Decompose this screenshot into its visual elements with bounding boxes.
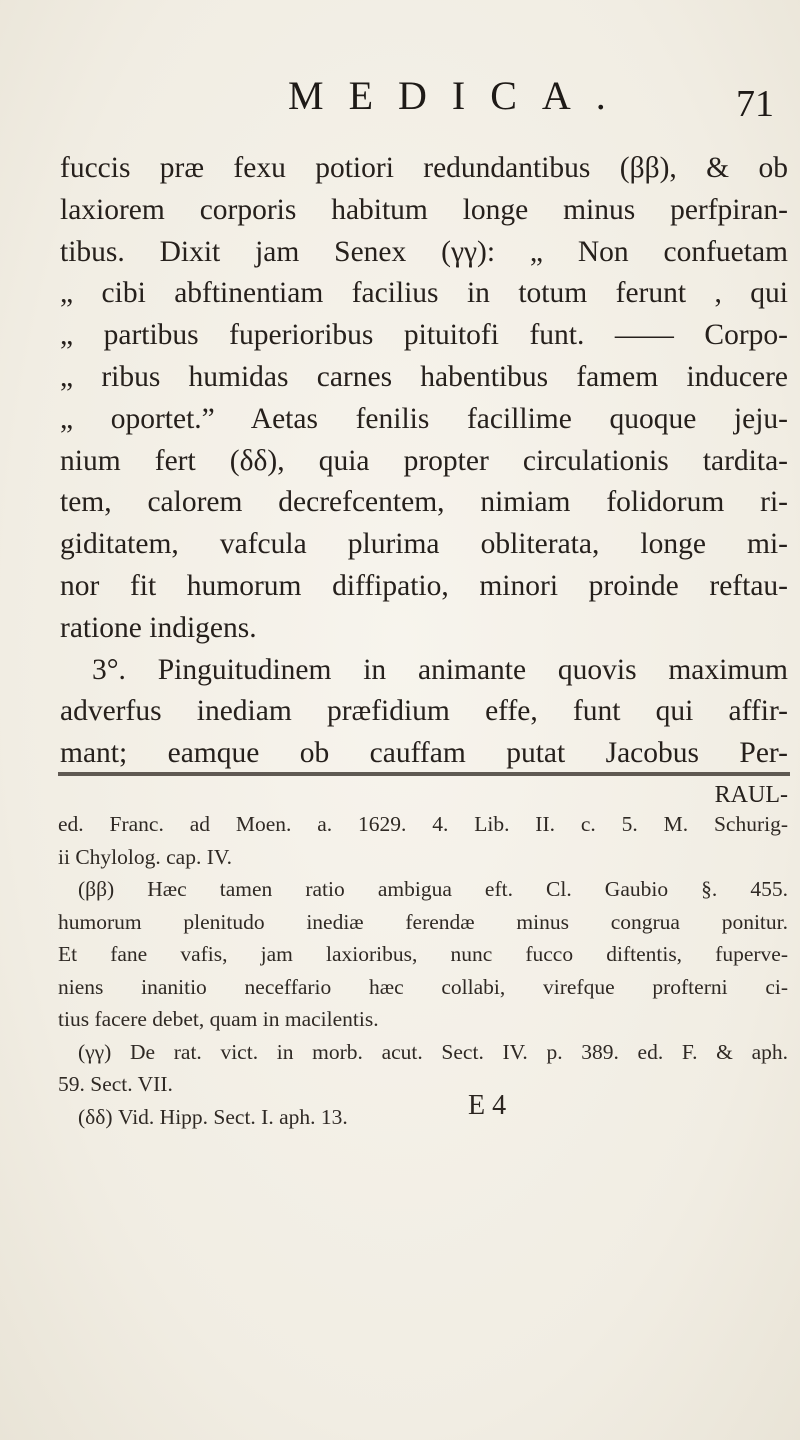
catchword: RAUL- [714, 781, 788, 808]
text-line: 3°. Pinguitudinem in animante quovis maximum [92, 653, 788, 686]
footnote-line: niens inanitio neceffario hæc collabi, virefque profterni ci- [58, 974, 788, 999]
text-line: nium fert (δδ), quia propter circulationis tardita- [60, 444, 788, 477]
footnote-line: 59. Sect. VII. [58, 1072, 173, 1096]
footnote-rule [58, 772, 790, 776]
text-line: „ cibi abftinentiam facilius in totum ferunt , qui [60, 277, 788, 310]
footnote-line: Et fane vafis, jam laxioribus, nunc fucco diftentis, fuperve- [58, 942, 788, 966]
text-line: mant; eamque ob cauffam putat Jacobus Per- [60, 737, 788, 770]
text-line: fuccis præ fexu potiori redundantibus (ββ), & ob [60, 152, 788, 184]
page-number: 71 [736, 83, 774, 125]
footnote-line: (γγ) De rat. vict. in morb. acut. Sect. IV. p. 389. ed. F. & aph. [78, 1039, 788, 1064]
main-text [60, 148, 788, 817]
footnote-line: ii Chylolog. cap. IV. [58, 844, 232, 869]
text-line: ratione indigens. [60, 611, 257, 644]
signature-mark: E 4 [468, 1090, 507, 1121]
text-line: „ partibus fuperioribus pituitofi funt. —— Corpo- [60, 319, 788, 352]
text-line: laxiorem corporis habitum longe minus perfpiran- [60, 193, 788, 226]
text-line: „ ribus humidas carnes habentibus famem inducere [60, 360, 788, 393]
page-header [0, 72, 800, 125]
footnote-line: humorum plenitudo inediæ ferendæ minus congrua ponitur. [58, 909, 788, 934]
footnote-line: (δδ) Vid. Hipp. Sect. I. aph. 13. [78, 1104, 348, 1129]
text-line: nor fit humorum diffipatio, minori proinde reftau- [60, 569, 788, 602]
running-title: MEDICA. [288, 73, 631, 118]
footnote-line: ed. Franc. ad Moen. a. 1629. 4. Lib. II. c. 5. M. Schurig- [58, 812, 788, 836]
footnote-line: tius facere debet, quam in macilentis. [58, 1007, 379, 1031]
text-line: tibus. Dixit jam Senex (γγ): „ Non confuetam [60, 235, 788, 268]
footnotes [58, 808, 788, 1133]
footnote-line: (ββ) Hæc tamen ratio ambigua eft. Cl. Gaubio §. 455. [78, 877, 788, 901]
text-line: adverfus inediam præfidium effe, funt qui affir- [60, 695, 788, 728]
text-line: giditatem, vafcula plurima obliterata, longe mi- [60, 528, 788, 561]
text-line: tem, calorem decrefcentem, nimiam folidorum ri- [60, 486, 788, 519]
text-line: „ oportet.” Aetas fenilis facillime quoque jeju- [60, 402, 788, 435]
